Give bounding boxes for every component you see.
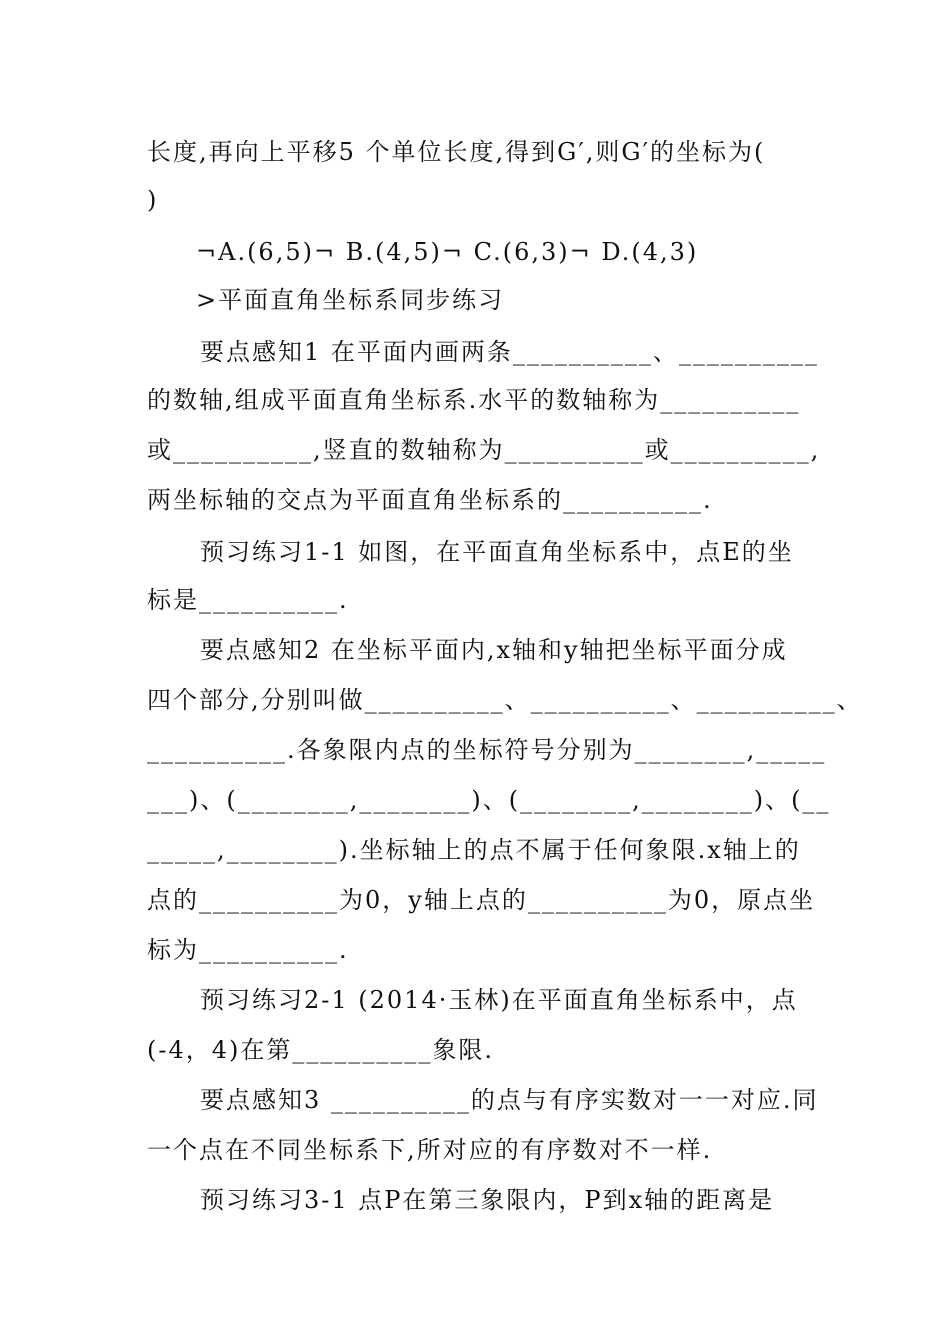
- key-point-1-line-3: 或__________,竖直的数轴称为__________或__________,: [147, 436, 821, 464]
- key-point-2-line-1: 要点感知2 在坐标平面内,x轴和y轴把坐标平面分成: [200, 636, 788, 664]
- text-line-1: 长度,再向上平移5 个单位长度,得到G′,则G′的坐标为(: [147, 138, 766, 166]
- key-point-3-line-2: 一个点在不同坐标系下,所对应的有序数对不一样.: [147, 1136, 713, 1164]
- exercise-1-1-line-1: 预习练习1-1 如图，在平面直角坐标系中，点E的坐: [200, 538, 794, 566]
- key-point-2-line-7: 标为__________.: [147, 936, 349, 964]
- section-title: >平面直角坐标系同步练习: [196, 286, 505, 314]
- exercise-1-1-line-2: 标是__________.: [147, 586, 349, 614]
- key-point-1-line-1: 要点感知1 在平面内画两条__________、__________: [200, 338, 819, 366]
- key-point-2-line-3: __________.各象限内点的坐标符号分别为________,_____: [147, 736, 827, 764]
- key-point-1-line-4: 两坐标轴的交点为平面直角坐标系的__________.: [147, 486, 713, 514]
- key-point-2-line-6: 点的__________为0，y轴上点的__________为0，原点坐: [147, 886, 816, 914]
- exercise-3-1-line-1: 预习练习3-1 点P在第三象限内，P到x轴的距离是: [200, 1186, 775, 1214]
- key-point-2-line-4: ___)、(________,________)、(________,________)、(__: [147, 786, 831, 814]
- key-point-2-line-5: _____,________).坐标轴上的点不属于任何象限.x轴上的: [147, 836, 801, 864]
- key-point-3-line-1: 要点感知3 __________的点与有序实数对一一对应.同: [200, 1086, 819, 1114]
- answer-options: ¬A.(6,5)¬ B.(4,5)¬ C.(6,3)¬ D.(4,3): [196, 238, 699, 266]
- key-point-1-line-2: 的数轴,组成平面直角坐标系.水平的数轴称为__________: [147, 386, 801, 414]
- text-line-2: ): [147, 186, 159, 214]
- key-point-2-line-2: 四个部分,分别叫做__________、__________、__________、: [147, 686, 863, 714]
- exercise-2-1-line-1: 预习练习2-1 (2014·玉林)在平面直角坐标系中，点: [200, 986, 798, 1014]
- exercise-2-1-line-2: (-4，4)在第__________象限.: [147, 1036, 495, 1064]
